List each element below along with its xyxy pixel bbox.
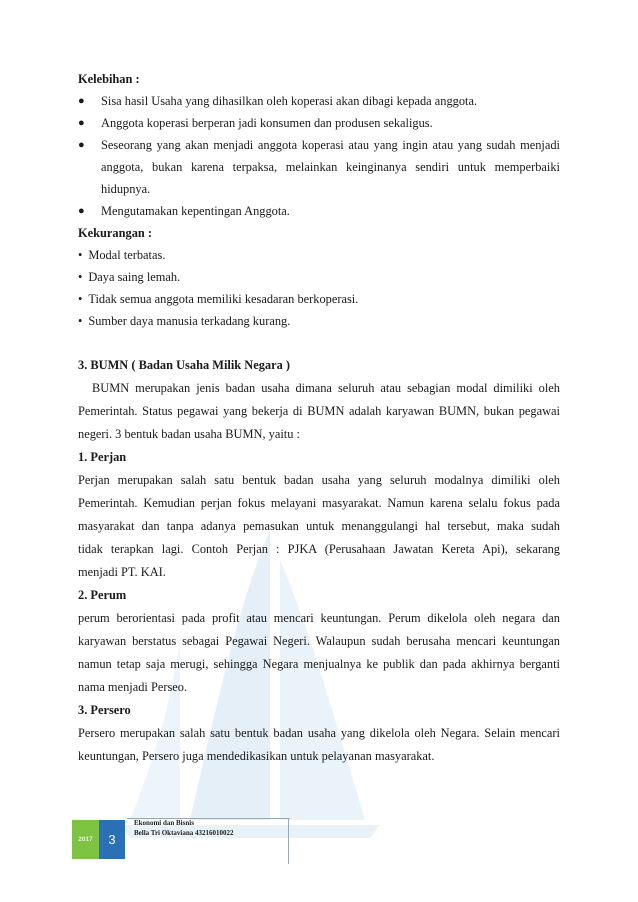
- kelebihan-heading: Kelebihan :: [78, 72, 140, 86]
- bumn-intro-line: negeri. 3 bentuk badan usaha BUMN, yaitu :: [78, 427, 300, 441]
- kekurangan-item: • Tidak semua anggota memiliki kesadaran berkoperasi.: [78, 292, 359, 306]
- footer-info: [134, 818, 234, 838]
- bullet-icon: •: [78, 270, 83, 284]
- perjan-line: tidak terapkan lagi. Contoh Perjan : PJKA (Perusahaan Jawatan Kereta Api), sekarang: [78, 542, 560, 556]
- perum-line: perum berorientasi pada profit atau mencari keuntungan. Perum dikelola oleh negara dan: [78, 611, 560, 625]
- persero-line: Persero merupakan salah satu bentuk badan usaha yang dikelola oleh Negara. Selain mencari: [78, 726, 560, 740]
- kekurangan-heading: Kekurangan :: [78, 226, 153, 240]
- bullet-icon: ●: [78, 205, 85, 217]
- kelebihan-item: ● Seseorang yang akan menjadi anggota koperasi atau yang ingin atau yang sudah menjadi anggota, bukan karena terpaksa, melainkan keinginanya sendiri untuk memperbaiki hidupnya.: [78, 134, 560, 200]
- perum-line: karyawan berstatus sebagai Pegawai Negeri. Walaupun sudah berusaha mencari keuntungan: [78, 634, 560, 648]
- kekurangan-item: • Sumber daya manusia terkadang kurang.: [78, 314, 291, 328]
- bullet-icon: •: [78, 248, 83, 262]
- document-body: [78, 68, 560, 768]
- footer-author: Bella Tri Oktaviana 43216010022: [134, 829, 234, 837]
- kelebihan-item: ● Sisa hasil Usaha yang dihasilkan oleh koperasi akan dibagi kepada anggota.: [78, 90, 560, 112]
- perjan-line: masyarakat dan tanpa adanya pemasukan untuk menanggulangi hal tersebut, maka sudah: [78, 519, 560, 533]
- bullet-icon: •: [78, 314, 83, 328]
- kelebihan-item: ● Mengutamakan kepentingan Anggota.: [78, 200, 560, 222]
- bullet-icon: ●: [78, 95, 85, 107]
- footer-subject: Ekonomi dan Bisnis: [134, 819, 194, 827]
- perjan-line: menjadi PT. KAI.: [78, 565, 166, 579]
- bullet-icon: ●: [78, 139, 85, 151]
- bumn-intro-line: BUMN merupakan jenis badan usaha dimana seluruh atau sebagian modal dimiliki oleh: [92, 381, 560, 395]
- footer-year: 2017: [72, 820, 99, 859]
- perum-line: namun tetap saja merugi, sehingga Negara menjualnya ke publik dan pada akhirnya berganti: [78, 657, 560, 671]
- bumn-heading: 3. BUMN ( Badan Usaha Milik Negara ): [78, 358, 291, 372]
- page-number: 3: [99, 820, 125, 859]
- persero-heading: 3. Persero: [78, 703, 131, 717]
- perjan-heading: 1. Perjan: [78, 450, 127, 464]
- page-footer: [72, 818, 290, 866]
- perjan-line: Pemerintah. Kemudian perjan fokus melayani masyarakat. Namun karena selalu fokus pada: [78, 496, 560, 510]
- kekurangan-item: • Daya saing lemah.: [78, 270, 181, 284]
- kekurangan-item: • Modal terbatas.: [78, 248, 166, 262]
- persero-line: keuntungan, Persero juga mendedikasikan untuk pelayanan masyarakat.: [78, 749, 435, 763]
- perjan-line: Perjan merupakan salah satu bentuk badan usaha yang seluruh modalnya dimiliki oleh: [78, 473, 560, 487]
- perum-heading: 2. Perum: [78, 588, 127, 602]
- kelebihan-item: ● Anggota koperasi berperan jadi konsumen dan produsen sekaligus.: [78, 112, 560, 134]
- footer-divider: [288, 818, 289, 864]
- bumn-intro-line: Pemerintah. Status pegawai yang bekerja di BUMN adalah karyawan BUMN, bukan pegawai: [78, 404, 560, 418]
- bullet-icon: •: [78, 292, 83, 306]
- bullet-icon: ●: [78, 117, 85, 129]
- perum-line: nama menjadi Perseo.: [78, 680, 188, 694]
